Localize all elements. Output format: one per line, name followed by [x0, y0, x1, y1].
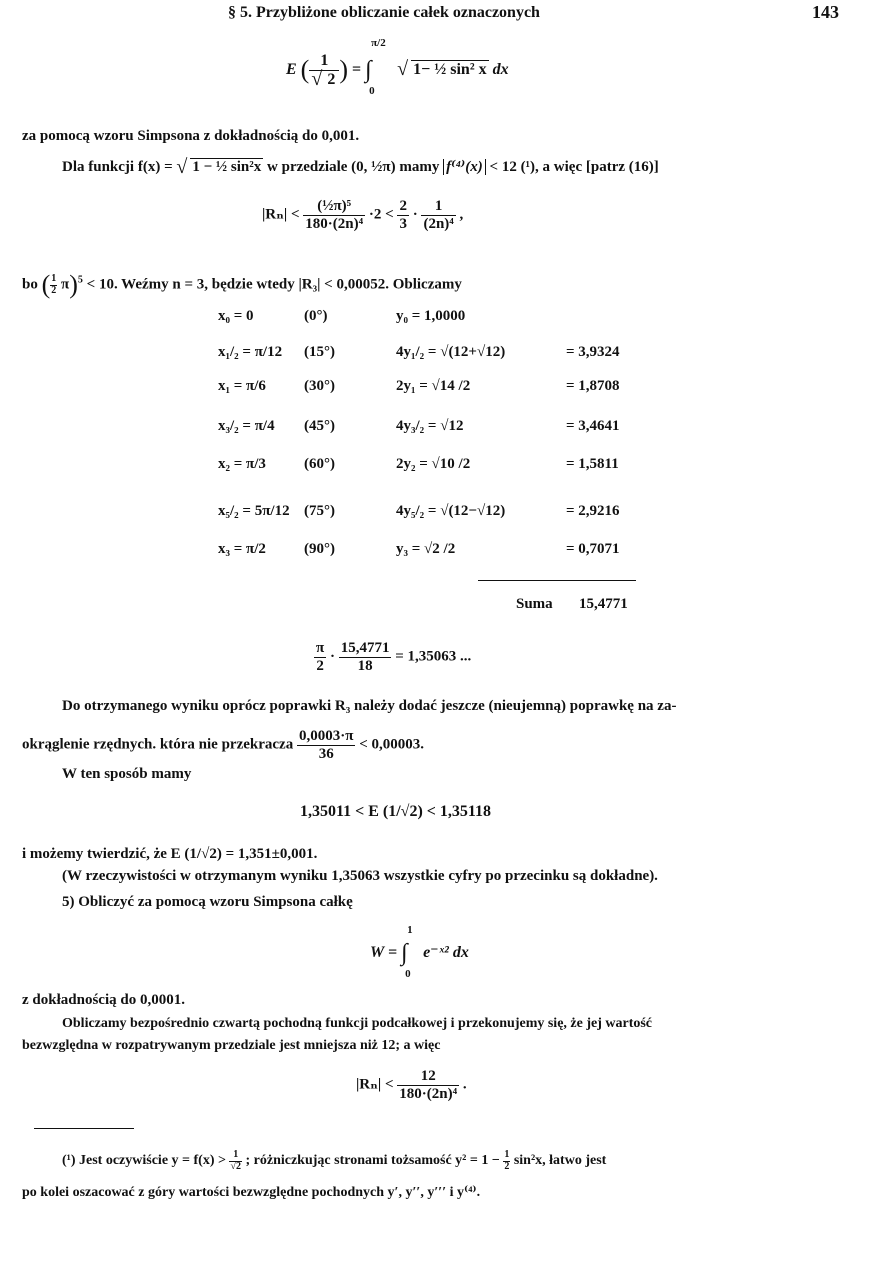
eq-r-num: (½π)⁵	[303, 198, 365, 216]
eq-e-lhs: E	[286, 60, 297, 78]
table-row	[0, 456, 893, 486]
eq-round-den: 36	[318, 745, 334, 762]
text-line2-abs: f⁽⁴⁾(x)	[443, 159, 486, 175]
cell-degree: (60°)	[304, 456, 335, 472]
table-row	[0, 418, 893, 448]
equation-R2	[356, 1068, 467, 1102]
equation-R: |Rₙ| < $\frac{\text{(½π)⁵}}{\text{180·(2n)⁴}}$ ·2 < $\frac{2}{3}$ · $\frac{1}{\text{(2n)⁴}}$ ,	[262, 198, 464, 232]
text-do2	[22, 728, 424, 762]
fn1-end: sin²x, łatwo jest	[513, 1153, 607, 1169]
fn1-mid: ; różniczkując stronami tożsamość y² = 1 −	[245, 1153, 500, 1169]
cell-y: 2y₂ = √10 /2	[396, 456, 471, 472]
cell-y: y₀ = 1,0000	[396, 308, 466, 324]
cell-x: x₅/₂ = 5π/12	[218, 503, 290, 519]
eq-w-upper: 1	[407, 924, 413, 936]
eq-r2-lhs: |Rₙ| <	[356, 1076, 394, 1093]
cell-degree: (90°)	[304, 541, 335, 557]
text-sposob: W ten sposób mamy	[62, 766, 192, 782]
cell-value: = 1,8708	[566, 378, 620, 394]
equation-W: W = 1 ∫ 0 e⁻ˣ² dx	[370, 924, 469, 980]
text-do2-start: okrąglenie rzędnych. która nie przekracza	[22, 736, 294, 753]
cell-value: = 3,9324	[566, 344, 620, 360]
cell-x: x₂ = π/3	[218, 456, 266, 472]
eq-w-lower: 0	[405, 968, 411, 980]
cell-x: x₃/₂ = π/4	[218, 418, 275, 434]
eq-res-two: 2	[316, 657, 324, 674]
table-row	[0, 308, 893, 338]
cell-x: x₁ = π/6	[218, 378, 266, 394]
text-line2-end: < 12 (¹), a więc [patrz (16)]	[489, 159, 659, 175]
cell-value: = 3,4641	[566, 418, 620, 434]
eq-r-mid: ·2 <	[368, 206, 394, 223]
cell-value: = 0,7071	[566, 541, 620, 557]
eq-r-f1-den: 3	[399, 215, 407, 232]
eq-r2-den: 180·(2n)⁴	[399, 1085, 458, 1102]
text-bo-end: < 10. Weźmy n = 3, będzie wtedy |R₃| < 0,00052. Obliczamy	[86, 276, 462, 293]
cell-value: = 1,5811	[566, 456, 619, 472]
text-obl2: bezwzględna w rozpatrywanym przedziale jest mniejsza niż 12; a więc	[22, 1038, 441, 1053]
footnote-line1: (¹) Jest oczywiście y = f(x) > $\frac{1}{√2}$ ; różniczkując stronami tożsamość y² = 1 − $\frac{1}{2}$ sin²x, łatwo jest	[62, 1149, 607, 1172]
cell-x: x₃ = π/2	[218, 541, 266, 557]
eq-r-f2-num: 1	[421, 198, 455, 216]
cell-x: x₁/₂ = π/12	[218, 344, 283, 360]
eq-round-num: 0,0003·π	[298, 728, 354, 744]
eq-e-lower: 0	[369, 84, 375, 97]
cell-y: 4y₁/₂ = √(12+√12)	[396, 344, 506, 360]
eq-r-den: 180·(2n)⁴	[305, 215, 364, 232]
text-line1: za pomocą wzoru Simpsona z dokładnością do 0,001.	[22, 128, 360, 144]
eq-res-rhs: = 1,35063 ...	[395, 648, 472, 665]
text-mozemy: i możemy twierdzić, że E (1/√2) = 1,351±0,001.	[22, 846, 318, 862]
eq-e-upper: π/2	[371, 36, 386, 49]
cell-y: 4y₅/₂ = √(12−√12)	[396, 503, 506, 519]
eq-e-radicand: 1− ½ sin² x	[413, 60, 487, 78]
eq-res-pi: π	[316, 640, 325, 656]
page-number: 143	[812, 2, 839, 22]
running-header: § 5. Przybliżone obliczanie całek oznaczonych	[228, 4, 540, 21]
cell-degree: (0°)	[304, 308, 328, 324]
sum-value: 15,4771	[579, 596, 628, 612]
eq-r2-num: 12	[397, 1068, 459, 1086]
eq-r-f2-den: (2n)⁴	[423, 215, 454, 232]
sum-label: Suma	[516, 596, 553, 612]
eq-r-tail: ,	[459, 206, 464, 223]
eq-r-f1-num: 2	[399, 198, 407, 214]
fn1-start: (¹) Jest oczywiście y = f(x) >	[62, 1153, 226, 1169]
cell-y: 4y₃/₂ = √12	[396, 418, 464, 434]
text-line2-mid: w przedziale (0, ½π) mamy	[267, 159, 440, 175]
cell-degree: (45°)	[304, 418, 335, 434]
eq-res-num: 15,4771	[340, 640, 390, 656]
cell-y: y₃ = √2 /2	[396, 541, 456, 557]
text-line2: Dla funkcji f(x) = √ 1 − ½ sin²x w przedziale (0, ½π) mamy f⁽⁴⁾(x) < 12 (¹), a więc [patrz (16)]	[62, 157, 659, 176]
text-bo: bo ( $\frac{1}{2}$ π)$^5$ < 10. Weźmy n = 3, będzie wtedy |R₃| < 0,00052. Obliczamy	[22, 270, 462, 299]
eq-e-dx: dx	[492, 60, 509, 78]
cell-value: = 2,9216	[566, 503, 620, 519]
text-line2-start: Dla funkcji f(x) =	[62, 159, 173, 175]
eq-r-lhs: |Rₙ| <	[262, 206, 300, 223]
cell-degree: (30°)	[304, 378, 335, 394]
cell-y: 2y₁ = √14 /2	[396, 378, 471, 394]
cell-x: x₀ = 0	[218, 308, 254, 324]
text-w: (W rzeczywistości w otrzymanym wyniku 1,35063 wszystkie cyfry po przecinku są dokładne).	[62, 868, 658, 884]
text-ineq: 1,35011 < E (1/√2) < 1,35118	[300, 803, 492, 820]
cell-degree: (75°)	[304, 503, 335, 519]
equation-result: $\frac{\pi}{2}$ · $\frac{15,4771}{18}$ = 1,35063 ...	[316, 640, 472, 674]
footnote-line2: po kolei oszacować z góry wartości bezwzględne pochodnych y′, y′′, y′′′ i y⁽⁴⁾.	[22, 1185, 481, 1200]
footnote-rule	[34, 1128, 134, 1129]
eq-res-den: 18	[357, 657, 373, 674]
table-row	[0, 541, 893, 571]
text-dokl: z dokładnością do 0,0001.	[22, 992, 185, 1008]
eq-r2-tail: .	[462, 1076, 467, 1093]
table-row	[0, 344, 893, 374]
cell-degree: (15°)	[304, 344, 335, 360]
table-row	[0, 503, 893, 533]
text-obl1: Obliczamy bezpośrednio czwartą pochodną funkcji podcałkowej i przekonujemy się, że jej wartość	[62, 1016, 653, 1031]
text-5: 5) Obliczyć za pomocą wzoru Simpsona całkę	[62, 894, 353, 910]
text-do1: Do otrzymanego wyniku oprócz poprawki R₃ należy dodać jeszcze (nieujemną) poprawkę na za-	[62, 698, 677, 714]
eq-w-integrand: e⁻ˣ² dx	[423, 944, 469, 962]
sum-rule	[478, 580, 636, 581]
text-bo-start: bo	[22, 276, 38, 293]
eq-w-lhs: W =	[370, 944, 398, 962]
table-row	[0, 378, 893, 408]
text-do2-end: < 0,00003.	[359, 736, 424, 753]
equation-E: E ( 1 √ 2 ) = π/2 ∫ 0 √ 1− ½ sin² x dx	[286, 52, 509, 88]
